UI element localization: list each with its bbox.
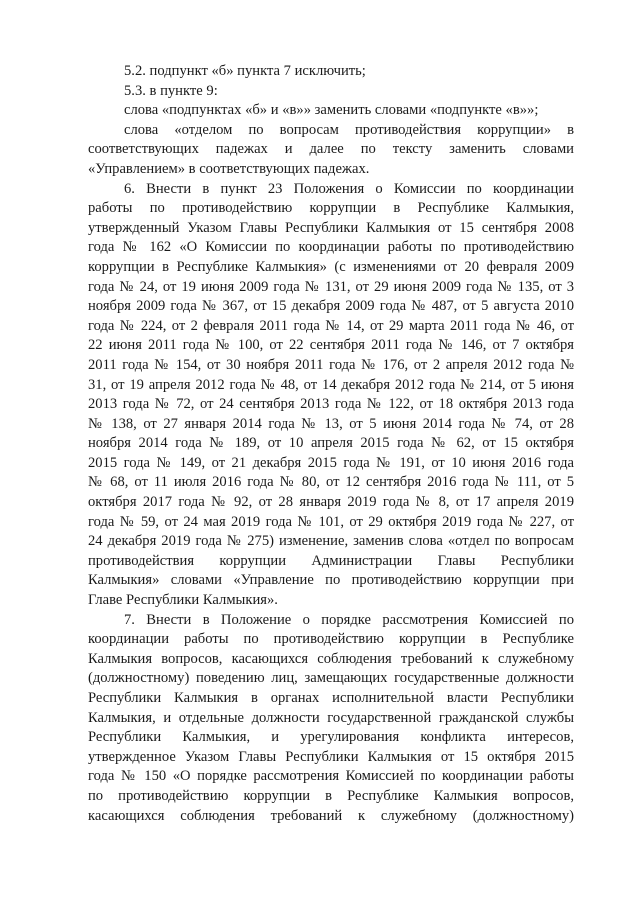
text-line: Республики Калмыкия, и урегулирования конфликта интересов,: [88, 729, 574, 746]
text-line: утвержденное Указом Главы Республики Калмыкия от 15 октября 2015: [88, 748, 574, 765]
text-line: ноября 2009 года № 367, от 15 декабря 2009 года № 487, от 5 августа 2010: [88, 298, 574, 315]
text-line: 2015 года № 149, от 21 декабря 2015 года № 191, от 10 июня 2016 года: [88, 454, 574, 471]
text-line: ноября 2014 года № 189, от 10 апреля 2015 года № 62, от 15 октября: [88, 435, 574, 452]
text-line: Калмыкия» словами «Управление по противодействию коррупции при: [88, 572, 574, 589]
text-line: Калмыкия, и отдельные должности государственной гражданской службы: [88, 709, 574, 726]
text-line: коррупции в Республике Калмыкия» (с изменениями от 20 февраля 2009: [88, 258, 574, 275]
text-line: слова «отделом по вопросам противодействия коррупции» в: [124, 121, 574, 138]
text-line: года № 150 «О порядке рассмотрения Комиссией по координации работы: [88, 768, 574, 785]
text-line: соответствующих падежах и далее по тексту заменить словами: [88, 141, 574, 158]
text-line: противодействия коррупции Администрации Главы Республики: [88, 552, 574, 569]
text-line: 24 декабря 2019 года № 275) изменение, заменив слова «отдел по вопросам: [88, 533, 574, 550]
text-line: Главе Республики Калмыкия».: [88, 592, 278, 609]
text-line: «Управлением» в соответствующих падежах.: [88, 160, 370, 177]
text-line: 6. Внести в пункт 23 Положения о Комиссии по координации: [124, 180, 574, 197]
text-line: года № 162 «О Комиссии по координации работы по противодействию: [88, 239, 574, 256]
text-line: 2013 года № 72, от 24 сентября 2013 года № 122, от 18 октября 2013 года: [88, 396, 574, 413]
text-line: работы по противодействию коррупции в Республике Калмыкия,: [88, 200, 574, 217]
text-line: 31, от 19 апреля 2012 года № 48, от 14 декабря 2012 года № 214, от 5 июня: [88, 376, 574, 393]
text-line: 2011 года № 154, от 30 ноября 2011 года № 176, от 2 апреля 2012 года №: [88, 356, 574, 373]
text-line: касающихся соблюдения требований к служебному (должностному): [88, 807, 574, 824]
text-line: слова «подпунктах «б» и «в»» заменить словами «подпункте «в»»;: [124, 102, 539, 119]
text-line: 22 июня 2011 года № 100, от 22 сентября 2011 года № 146, от 7 октября: [88, 337, 574, 354]
text-line: года № 24, от 19 июня 2009 года № 131, от 29 июня 2009 года № 135, от 3: [88, 278, 574, 295]
text-line: года № 59, от 24 мая 2019 года № 101, от 29 октября 2019 года № 227, от: [88, 513, 574, 530]
text-line: № 138, от 27 января 2014 года № 13, от 5 июня 2014 года № 74, от 28: [88, 415, 574, 432]
text-line: года № 224, от 2 февраля 2011 года № 14, от 29 марта 2011 года № 46, от: [88, 317, 574, 334]
text-line: № 68, от 11 июля 2016 года № 80, от 12 сентября 2016 года № 111, от 5: [88, 474, 574, 491]
text-line: 5.2. подпункт «б» пункта 7 исключить;: [124, 63, 366, 79]
text-line: 5.3. в пункте 9:: [124, 82, 218, 99]
text-line: (должностному) поведению лиц, замещающих государственные должности: [88, 670, 574, 687]
text-line: Республики Калмыкия в органах исполнительной власти Республики: [88, 690, 574, 706]
text-line: координации работы по противодействию коррупции в Республике: [88, 631, 574, 648]
text-line: 7. Внести в Положение о порядке рассмотрения Комиссией по: [124, 611, 574, 628]
document-body: [88, 62, 574, 826]
text-line: октября 2017 года № 92, от 28 января 2019 года № 8, от 17 апреля 2019: [88, 494, 574, 511]
text-line: утвержденный Указом Главы Республики Калмыкия от 15 сентября 2008: [88, 219, 574, 236]
text-line: по противодействию коррупции в Республике Калмыкия вопросов,: [88, 787, 574, 804]
text-line: Калмыкия вопросов, касающихся соблюдения требований к служебному: [88, 650, 574, 667]
